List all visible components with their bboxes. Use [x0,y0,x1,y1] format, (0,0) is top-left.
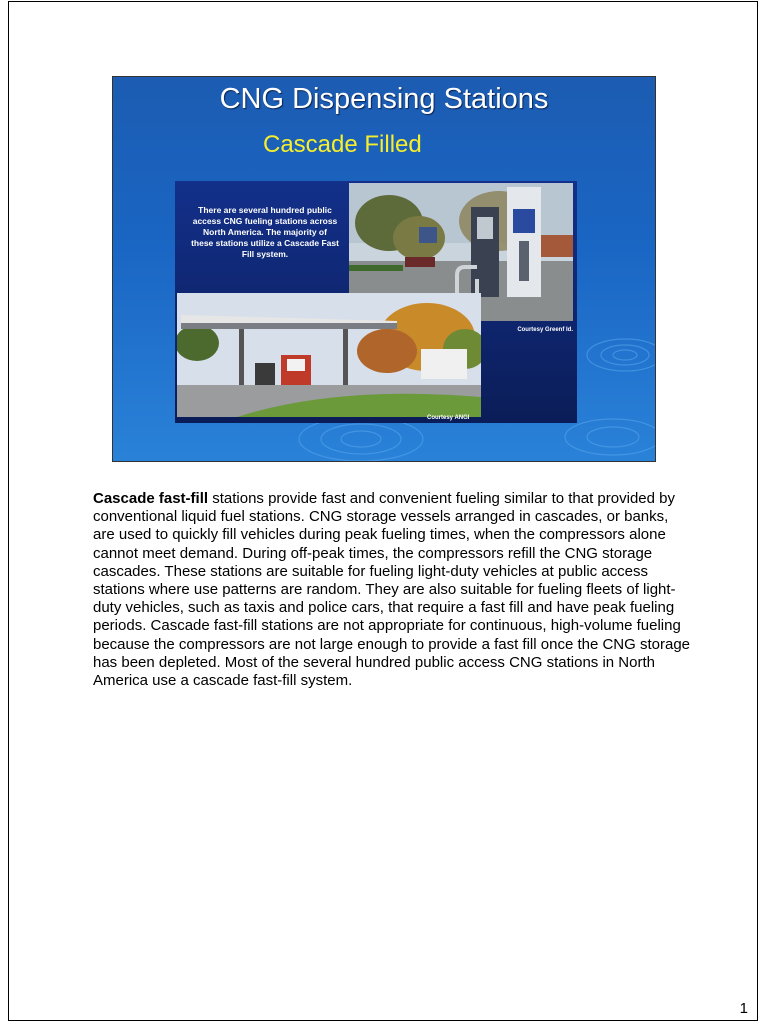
notes-paragraph [93,490,693,690]
page-number: 1 [739,1000,748,1017]
slide [112,76,656,462]
fueling-station-canopy-photo [177,293,481,417]
notes-body-text: stations provide fast and convenient fueling similar to that provided by conventional liquid fuel stations. CNG storage vessels arranged in cascades, or banks, are used to quickly fill vehicles during peak fueling times, when the compressors alone cannot meet demand. During off-peak times, the compressors refill the CNG storage cascades. These stations are suitable for fueling light-duty vehicles at public access stations where use patterns are random. They are also suitable for fueling fleets of light-duty vehicles, such as taxis and police cars, that require a fast fill and have peak fueling periods. Cascade fast-fill stations are not appropriate for continuous, high-volume fueling because the compressors are not large enough to provide a fast fill once the CNG storage has been depleted. Most of the several hundred public access CNG stations in North America use a cascade fast-fill system. [93,490,691,690]
photo-credit-bottom: Courtesy ANGI [427,415,470,421]
slide-title: CNG Dispensing Stations [219,83,549,115]
notes-lead-term: Cascade fast-fill [93,490,209,507]
panel-caption: There are several hundred public access CNG fueling stations across North America. The majority of these stations utilize a Cascade Fast Fill system. [191,205,339,259]
slide-subtitle: Cascade Filled [263,131,422,158]
photo-panel [175,181,577,423]
photo-credit-top: Courtesy Greenf Id. [517,327,573,333]
